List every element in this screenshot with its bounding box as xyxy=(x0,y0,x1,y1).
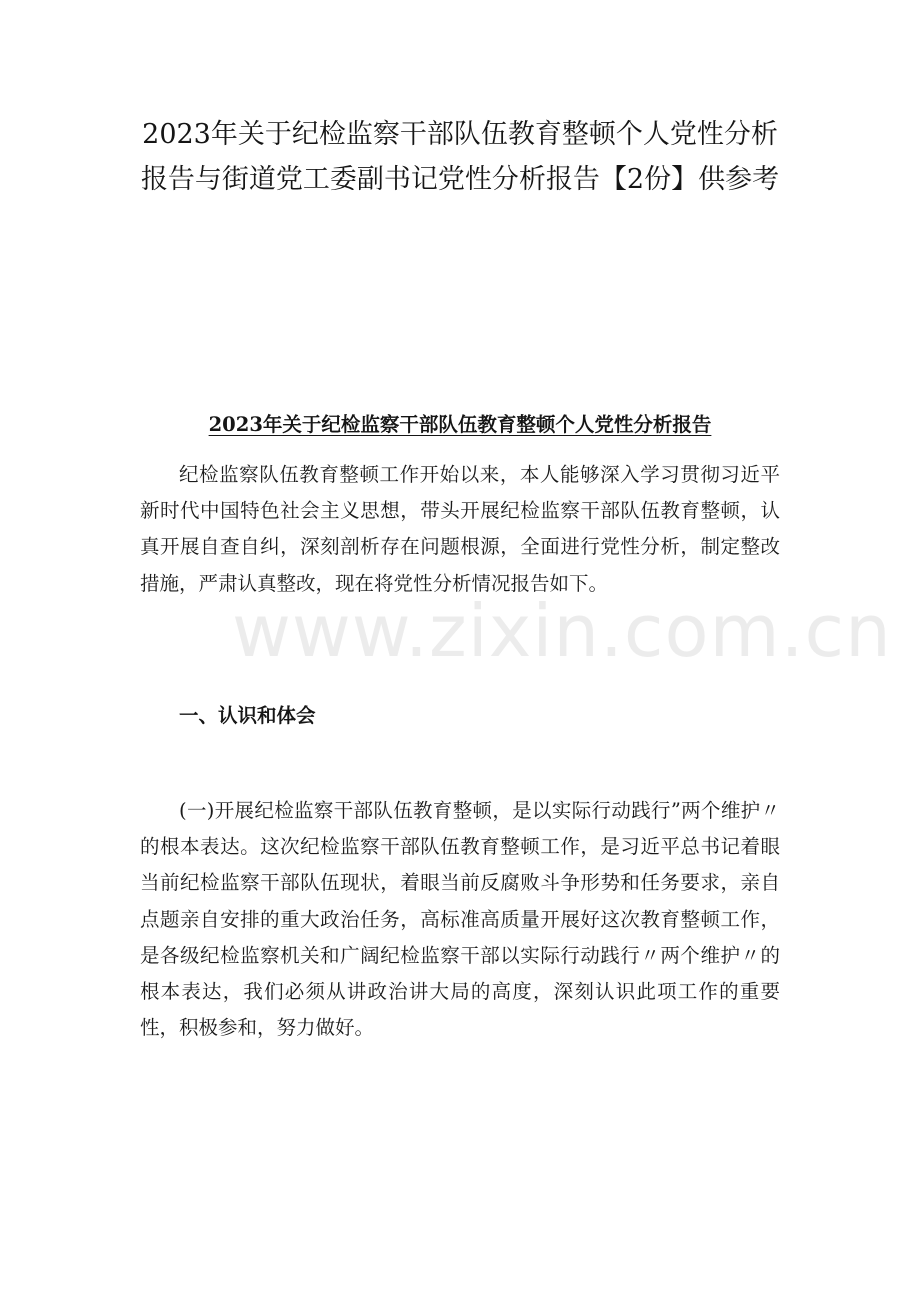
section-title: 2023年关于纪检监察干部队伍教育整顿个人党性分析报告 xyxy=(208,413,712,436)
document-title: 2023年关于纪检监察干部队伍教育整顿个人党性分析报告与街道党工委副书记党性分析报告【2份】供参考 xyxy=(140,119,780,195)
section-heading: 一、认识和体会 xyxy=(179,704,316,727)
intro-paragraph: 纪检监察队伍教育整顿工作开始以来，本人能够深入学习贯彻习近平新时代中国特色社会主义思想，带头开展纪检监察干部队伍教育整顿，认真开展自查自纠，深刻剖析存在问题根源，全面进行党性分析，制定整改措施，严肃认真整改，现在将党性分析情况报告如下。 xyxy=(140,463,780,595)
body-paragraph: (一)开展纪检监察干部队伍教育整顿，是以实际行动践行”两个维护〃的根本表达。这次纪检监察干部队伍教育整顿工作，是习近平总书记着眼当前纪检监察干部队伍现状，着眼当前反腐败斗争形势和任务要求，亲自点题亲自安排的重大政治任务，高标准高质量开展好这次教育整顿工作，是各级纪检监察机关和广阔纪检监察干部以实际行动践行〃两个维护〃的根本表达，我们必须从讲政治讲大局的高度，深刻认识此项工作的重要性，积极参和，努力做好。 xyxy=(140,799,780,1040)
watermark: www.zixin.com.cn xyxy=(232,589,892,673)
